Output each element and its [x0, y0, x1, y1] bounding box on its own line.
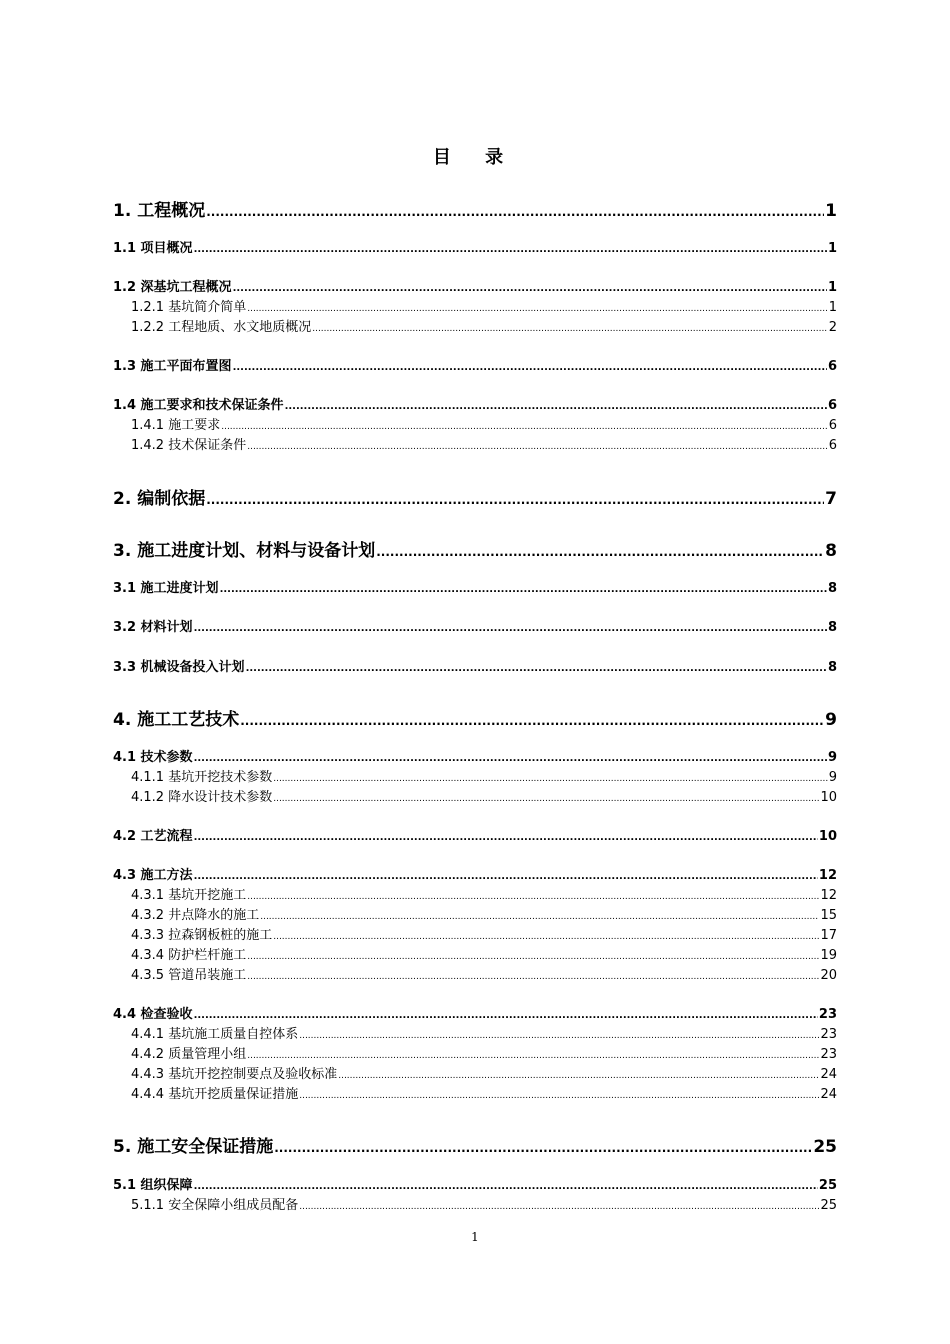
toc-entry-page: 15 [820, 908, 837, 923]
dot-leader [206, 201, 824, 221]
toc-entry-page: 8 [827, 581, 837, 596]
toc-entry-level-3[interactable] [113, 924, 837, 943]
toc-entry-level-1[interactable] [113, 196, 837, 221]
toc-entry-page: 1 [827, 241, 837, 256]
toc-entry-page: 9 [827, 750, 837, 765]
toc-entry-page: 25 [813, 1137, 837, 1157]
toc-entry-page: 6 [828, 418, 837, 433]
toc-entry-page: 24 [820, 1087, 837, 1102]
dot-leader [273, 928, 819, 943]
dot-leader [247, 948, 819, 963]
toc-entry-level-2[interactable] [113, 1003, 837, 1022]
toc-entry-label: 4.4.1 基坑施工质量自控体系 [131, 1027, 299, 1042]
toc-entry-page: 8 [827, 620, 837, 635]
toc-entry-label: 4. 施工工艺技术 [113, 710, 240, 730]
toc-entry-page: 20 [820, 968, 837, 983]
toc-entry-label: 4.4.3 基坑开挖控制要点及验收标准 [131, 1067, 338, 1082]
toc-entry-level-3[interactable] [113, 964, 837, 983]
dot-leader [194, 1178, 818, 1193]
dot-leader [273, 770, 828, 785]
toc-entry-page: 1 [825, 201, 837, 221]
toc-entry-page: 19 [820, 948, 837, 963]
dot-leader [194, 868, 818, 883]
toc-entry-level-2[interactable] [113, 355, 837, 374]
dot-leader [312, 320, 828, 335]
toc-entry-page: 8 [827, 660, 837, 675]
toc-entry-label: 4.3.1 基坑开挖施工 [131, 888, 247, 903]
dot-leader [206, 489, 824, 509]
toc-entry-level-3[interactable] [113, 766, 837, 785]
dot-leader [247, 438, 828, 453]
dot-leader [285, 398, 827, 413]
toc-entry-level-3[interactable] [113, 1063, 837, 1082]
toc-entry-label: 4.3.2 井点降水的施工 [131, 908, 260, 923]
toc-entry-page: 23 [818, 1007, 837, 1022]
dot-leader [247, 1047, 819, 1062]
toc-entry-page: 25 [818, 1178, 837, 1193]
toc-entry-label: 1.2.2 工程地质、水文地质概况 [131, 320, 312, 335]
dot-leader [233, 359, 827, 374]
toc-entry-label: 3.2 材料计划 [113, 620, 193, 635]
toc-entry-label: 1.4.1 施工要求 [131, 418, 221, 433]
toc-entry-page: 1 [827, 280, 837, 295]
toc-entry-label: 3.3 机械设备投入计划 [113, 660, 245, 675]
dot-leader [299, 1027, 819, 1042]
toc-entry-page: 12 [818, 868, 837, 883]
dot-leader [194, 1007, 818, 1022]
dot-leader [240, 710, 824, 730]
toc-entry-level-2[interactable] [113, 864, 837, 883]
dot-leader [247, 968, 819, 983]
toc-entry-page: 12 [820, 888, 837, 903]
toc-entry-page: 6 [828, 438, 837, 453]
toc-entry-label: 3.1 施工进度计划 [113, 581, 219, 596]
dot-leader [338, 1067, 819, 1082]
dot-leader [299, 1198, 819, 1213]
dot-leader [299, 1087, 819, 1102]
toc-entry-label: 1. 工程概况 [113, 201, 206, 221]
toc-entry-label: 4.1 技术参数 [113, 750, 193, 765]
dot-leader [194, 750, 827, 765]
toc-entry-level-2[interactable] [113, 1174, 837, 1193]
toc-entry-page: 9 [828, 770, 837, 785]
toc-entry-label: 1.4 施工要求和技术保证条件 [113, 398, 284, 413]
page-number: 1 [471, 1230, 479, 1244]
toc-entry-level-3[interactable] [113, 884, 837, 903]
toc-entry-level-3[interactable] [113, 786, 837, 805]
toc-entry-label: 1.2.1 基坑简介简单 [131, 300, 247, 315]
toc-entry-label: 4.4 检查验收 [113, 1007, 193, 1022]
toc-entry-page: 17 [820, 928, 837, 943]
toc-entry-label: 4.3.3 拉森钢板桩的施工 [131, 928, 273, 943]
toc-entry-level-3[interactable] [113, 944, 837, 963]
toc-entry-label: 4.1.1 基坑开挖技术参数 [131, 770, 273, 785]
toc-entry-level-2[interactable] [113, 746, 837, 765]
toc-entry-level-1[interactable] [113, 536, 837, 561]
toc-entry-label: 1.4.2 技术保证条件 [131, 438, 247, 453]
toc-entry-level-1[interactable] [113, 484, 837, 509]
toc-entry-level-2[interactable] [113, 276, 837, 295]
toc-entry-page: 23 [820, 1027, 837, 1042]
toc-entry-level-3[interactable] [113, 1023, 837, 1042]
toc-entry-label: 4.1.2 降水设计技术参数 [131, 790, 273, 805]
toc-entry-level-1[interactable] [113, 705, 837, 730]
dot-leader [376, 541, 824, 561]
toc-entry-page: 24 [820, 1067, 837, 1082]
toc-entry-level-2[interactable] [113, 577, 837, 596]
toc-entry-page: 1 [828, 300, 837, 315]
toc-entry-label: 5.1 组织保障 [113, 1178, 193, 1193]
toc-entry-page: 8 [825, 541, 837, 561]
toc-entry-page: 7 [825, 489, 837, 509]
dot-leader [260, 908, 819, 923]
toc-entry-level-3[interactable] [113, 434, 837, 453]
toc-entry-level-3[interactable] [113, 1043, 837, 1062]
dot-leader [246, 660, 827, 675]
dot-leader [247, 300, 828, 315]
toc-entry-page: 25 [820, 1198, 837, 1213]
toc-entry-page: 6 [827, 398, 837, 413]
toc-entry-page: 10 [820, 790, 837, 805]
toc-entry-label: 3. 施工进度计划、材料与设备计划 [113, 541, 376, 561]
dot-leader [194, 241, 827, 256]
toc-entry-level-2[interactable] [113, 616, 837, 635]
toc-entry-label: 4.3 施工方法 [113, 868, 193, 883]
dot-leader [194, 829, 818, 844]
toc-entry-label: 5. 施工安全保证措施 [113, 1137, 274, 1157]
toc-entry-level-2[interactable] [113, 237, 837, 256]
toc-entry-level-3[interactable] [113, 904, 837, 923]
dot-leader [274, 1137, 812, 1157]
toc-entry-label: 4.2 工艺流程 [113, 829, 193, 844]
toc-entry-page: 2 [828, 320, 837, 335]
toc-title: 目 录 [432, 147, 518, 168]
toc-entry-level-3[interactable] [113, 296, 837, 315]
dot-leader [273, 790, 819, 805]
toc-entry-label: 1.1 项目概况 [113, 241, 193, 256]
dot-leader [194, 620, 827, 635]
toc-entry-label: 2. 编制依据 [113, 489, 206, 509]
toc-entry-label: 4.3.5 管道吊装施工 [131, 968, 247, 983]
toc-entry-level-2[interactable] [113, 656, 837, 675]
toc-entry-level-3[interactable] [113, 414, 837, 433]
toc-entry-label: 1.3 施工平面布置图 [113, 359, 232, 374]
toc-entry-page: 10 [818, 829, 837, 844]
toc-entry-page: 6 [827, 359, 837, 374]
toc-entry-label: 4.4.2 质量管理小组 [131, 1047, 247, 1062]
toc-entry-label: 4.3.4 防护栏杆施工 [131, 948, 247, 963]
toc-entry-level-3[interactable] [113, 1194, 837, 1213]
toc-entry-level-1[interactable] [113, 1132, 837, 1157]
dot-leader [233, 280, 827, 295]
toc-entry-label: 4.4.4 基坑开挖质量保证措施 [131, 1087, 299, 1102]
toc-entry-page: 23 [820, 1047, 837, 1062]
toc-entry-level-3[interactable] [113, 316, 837, 335]
toc-entry-level-2[interactable] [113, 394, 837, 413]
toc-entry-level-2[interactable] [113, 825, 837, 844]
toc-entry-page: 9 [825, 710, 837, 730]
dot-leader [247, 888, 819, 903]
toc-entry-level-3[interactable] [113, 1083, 837, 1102]
toc-entry-label: 1.2 深基坑工程概况 [113, 280, 232, 295]
toc-entry-label: 5.1.1 安全保障小组成员配备 [131, 1198, 299, 1213]
dot-leader [220, 581, 827, 596]
dot-leader [221, 418, 828, 433]
